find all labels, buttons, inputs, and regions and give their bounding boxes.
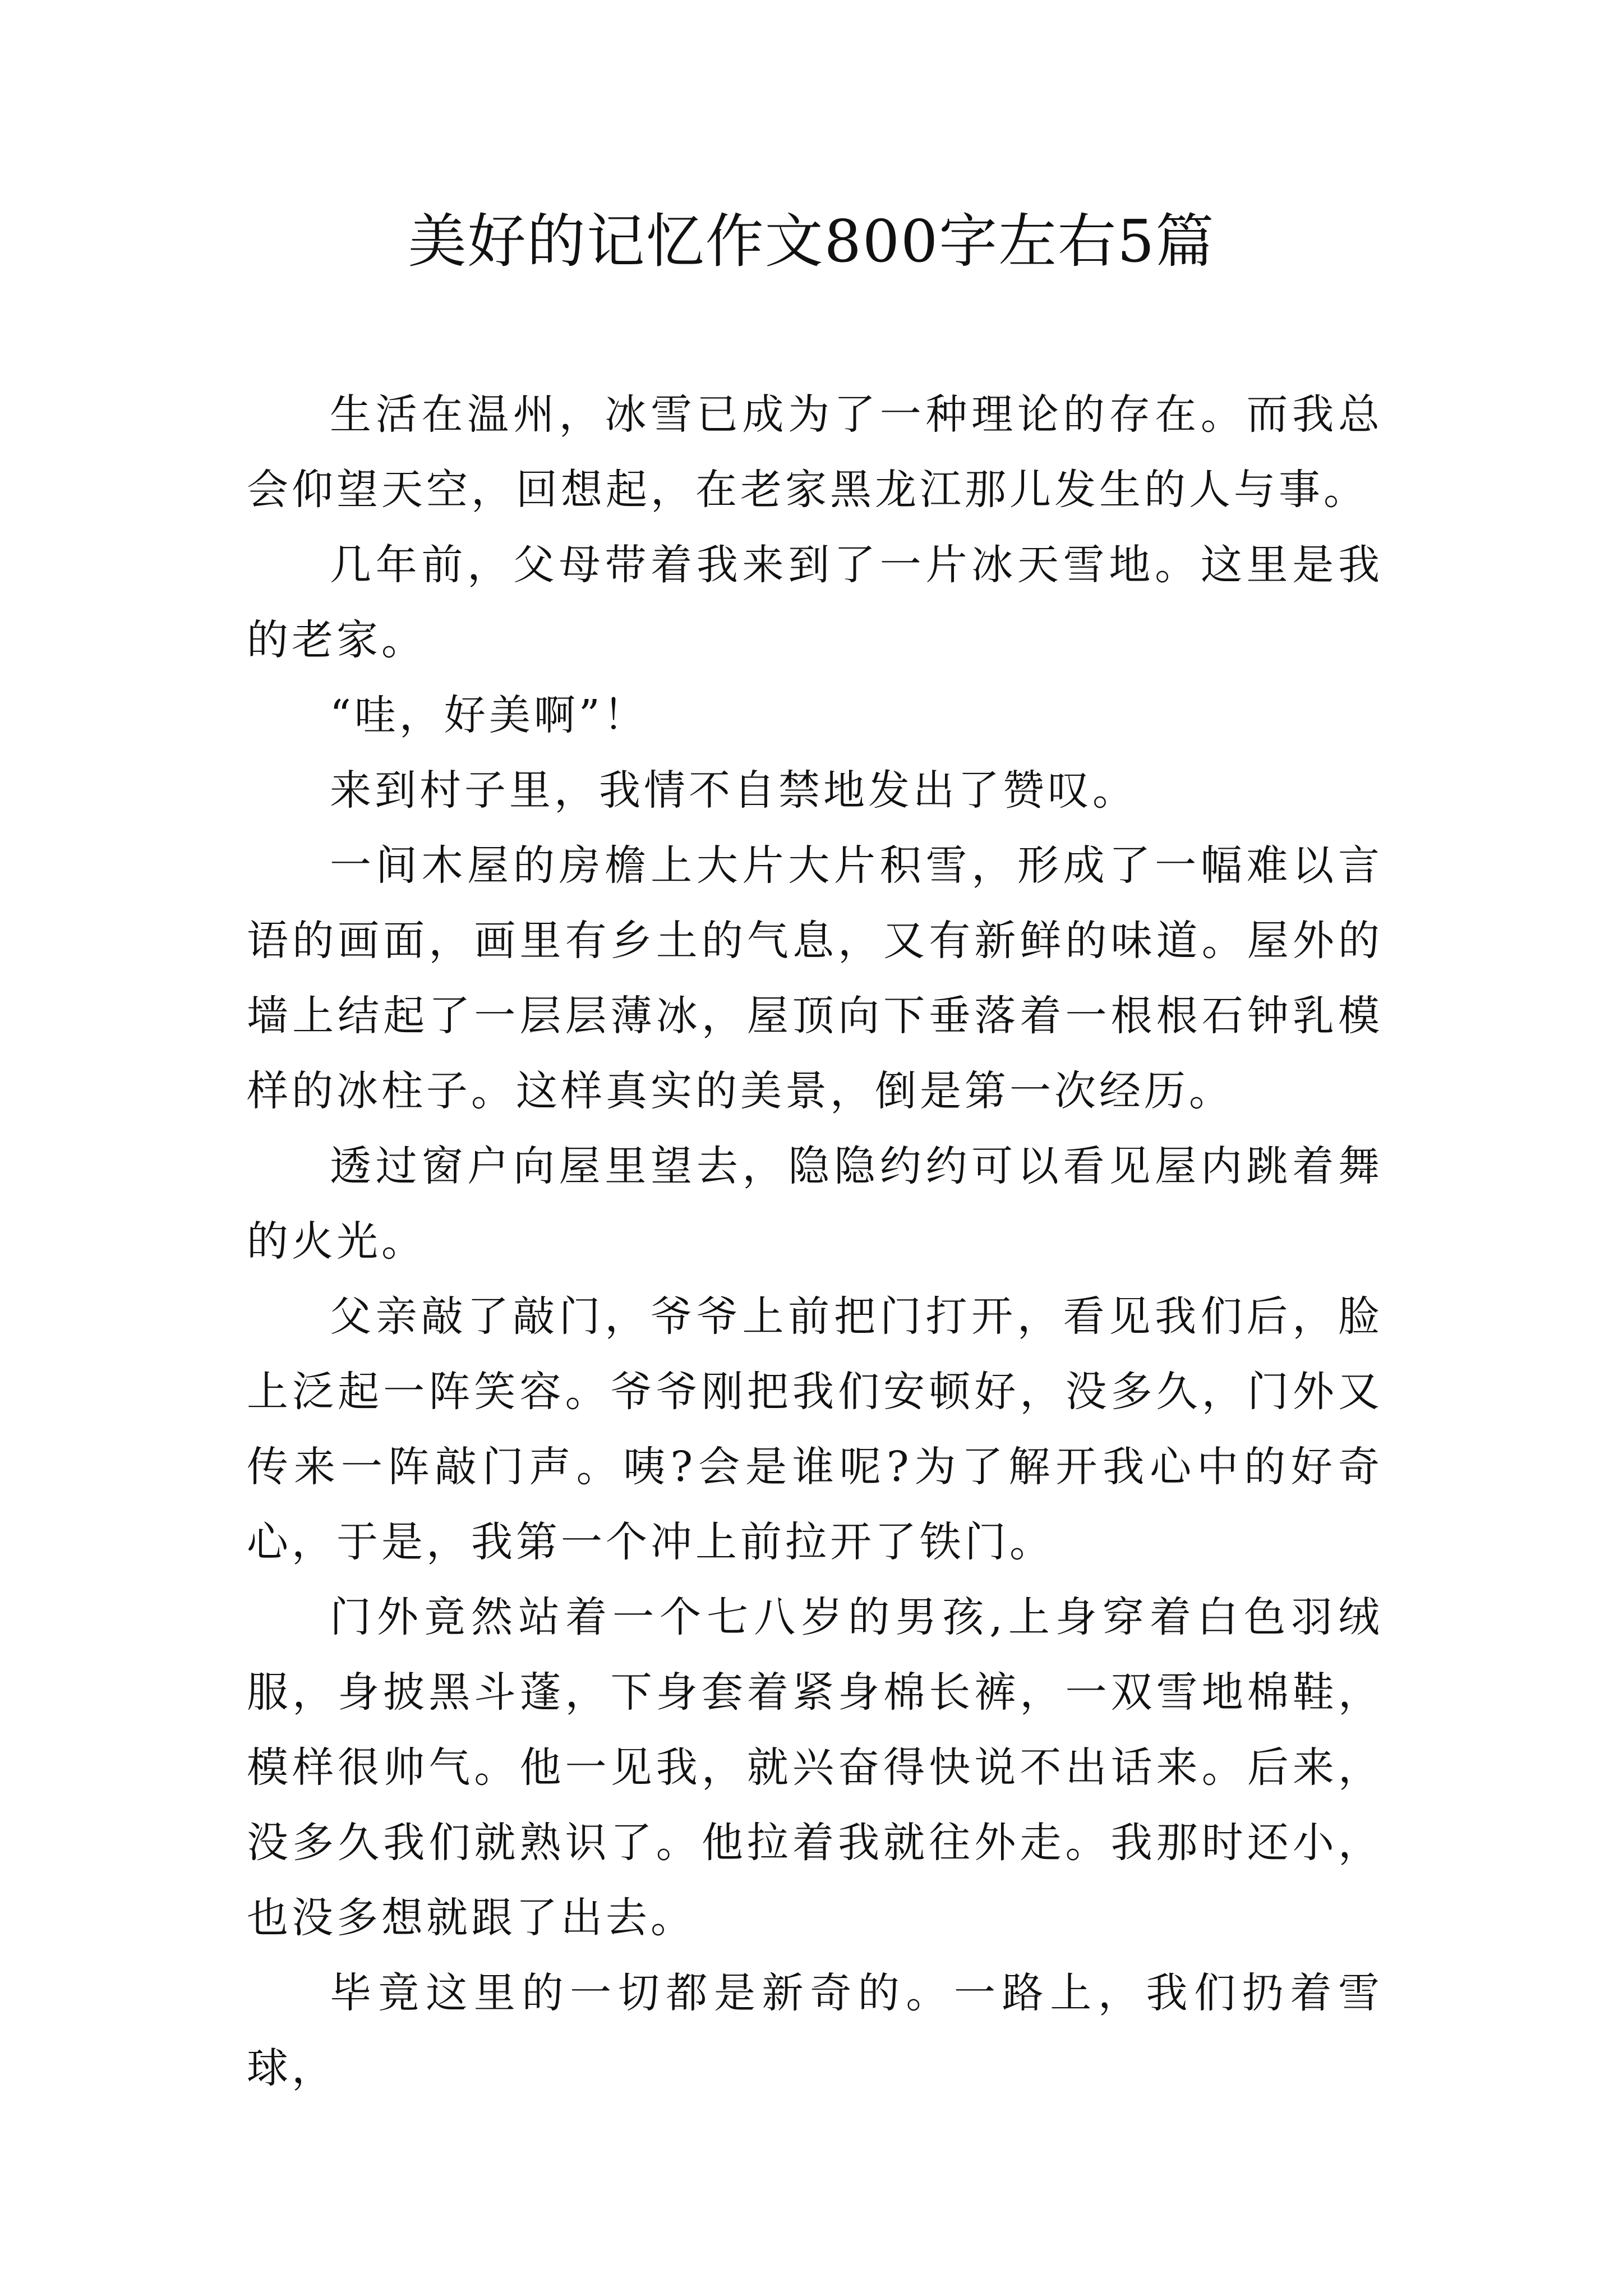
paragraph: 父亲敲了敲门，爷爷上前把门打开，看见我们后，脸上泛起一阵笑容。爷爷刚把我们安顿好，没多久，门外又传来一阵敲门声。咦?会是谁呢?为了解开我心中的好奇心，于是，我第一个冲上前拉开了铁门。 [247, 1292, 1383, 1566]
paragraph: 来到村子里，我情不自禁地发出了赞叹。 [330, 766, 1137, 815]
paragraph: 几年前，父母带着我来到了一片冰天雪地。这里是我的老家。 [247, 541, 1383, 664]
page-title: 美好的记忆作文800字左右5篇 [408, 207, 1215, 275]
paragraph: 门外竟然站着一个七八岁的男孩,上身穿着白色羽绒服，身披黑斗蓬，下身套着紧身棉长裤，一双雪地棉鞋，模样很帅气。他一见我，就兴奋得快说不出话来。后来，没多久我们就熟识了。他拉着我就往外走。我那时还小，也没多想就跟了出去。 [247, 1593, 1383, 1942]
paragraph: 生活在温州，冰雪已成为了一种理论的存在。而我总会仰望天空，回想起，在老家黑龙江那儿发生的人与事。 [247, 390, 1383, 514]
article-body [247, 377, 1383, 2106]
paragraph: 毕竟这里的一切都是新奇的。一路上，我们扔着雪球， [247, 1969, 1383, 2092]
paragraph: 一间木屋的房檐上大片大片积雪，形成了一幅难以言语的画面，画里有乡土的气息，又有新鲜的味道。屋外的墙上结起了一层层薄冰，屋顶向下垂落着一根根石钟乳模样的冰柱子。这样真实的美景，倒是第一次经历。 [247, 841, 1383, 1115]
paragraph: “哇，好美啊”！ [330, 691, 648, 739]
paragraph: 透过窗户向屋里望去，隐隐约约可以看见屋内跳着舞的火光。 [247, 1142, 1383, 1266]
